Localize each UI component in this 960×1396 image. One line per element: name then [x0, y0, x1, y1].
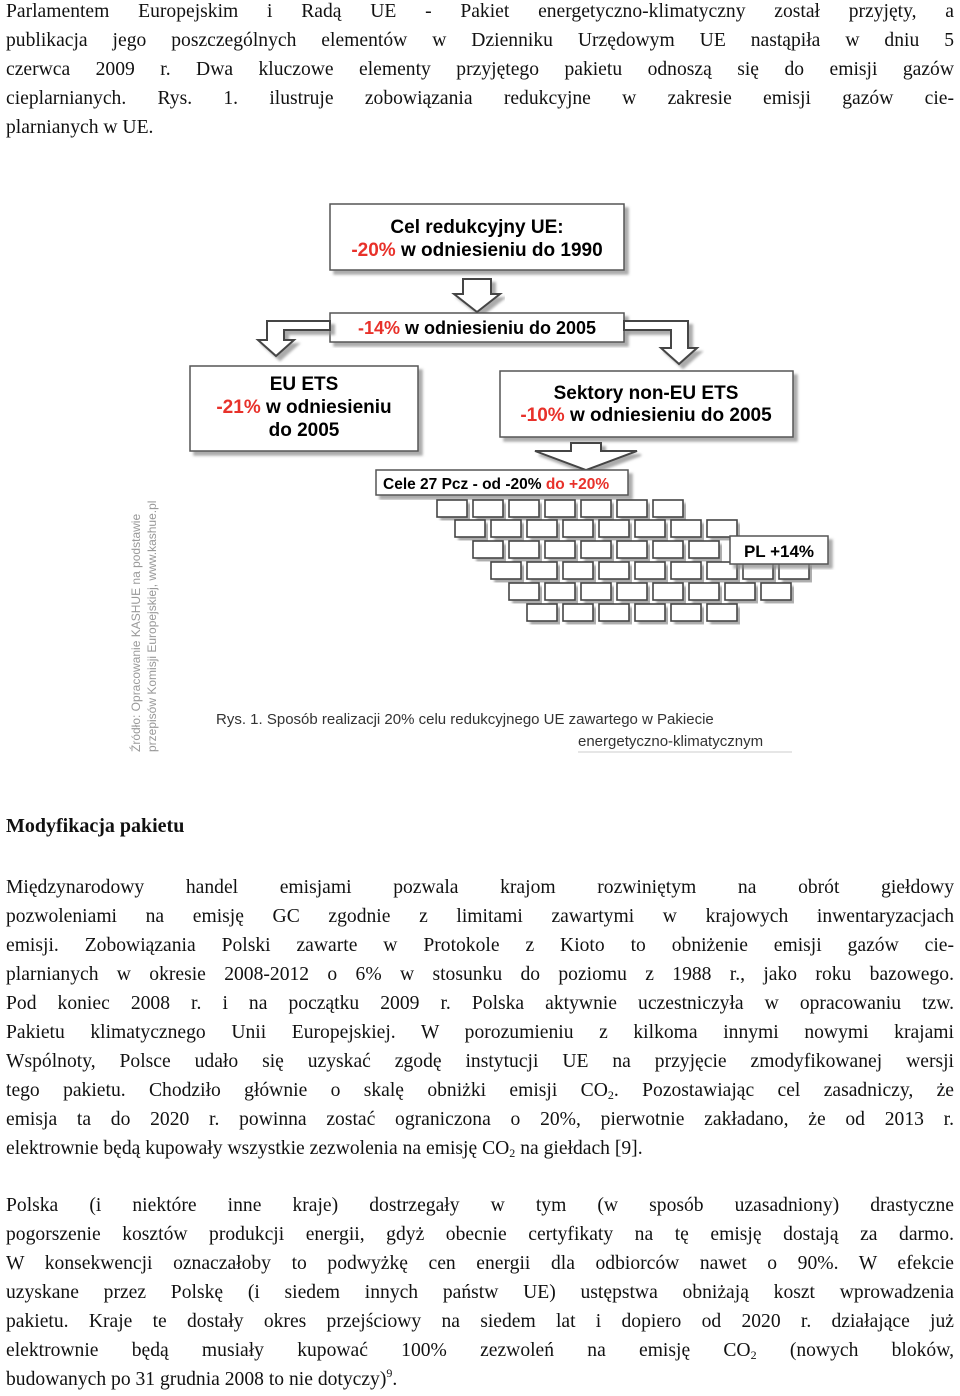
- source-note: [128, 501, 159, 752]
- figure-caption: [216, 711, 792, 752]
- member-states-box: [376, 470, 628, 495]
- text-line: elektrownie będą kupowały wszystkie zezwolenia na emisję $CO_2$ na giełdach [9].: [6, 1138, 643, 1160]
- member-state-box: [635, 562, 665, 579]
- text-line: budowanych po 31 grudnia 2008 to nie dotyczy)$^9$.: [6, 1366, 398, 1390]
- source-line-1: Źródło: Opracowanie KASHUE na podstawie: [129, 513, 143, 752]
- text-line: W konsekwencji oznaczałoby to podwyżkę cen energii dla odbiorców nawet o 90%. W efekcie: [6, 1253, 954, 1274]
- eu-ets-year: do 2005: [268, 420, 340, 441]
- member-state-box: [617, 541, 647, 558]
- text-line: czerwca 2009 r. Dwa kluczowe elementy przyjętego pakietu odnoszą się do emisji gazów: [6, 59, 954, 80]
- member-state-box: [545, 500, 575, 517]
- member-state-box: [671, 562, 701, 579]
- text-line: plarnianych w okresie 2008-2012 o 6% w stosunku do poziomu z 1988 r., jako roku bazowego.: [6, 964, 954, 985]
- member-state-box: [635, 604, 665, 621]
- body-paragraph: [6, 1191, 954, 1394]
- member-state-box: [689, 541, 719, 558]
- member-state-box: [671, 604, 701, 621]
- text-line: Parlamentem Europejskim i Radą UE - Pakiet energetyczno-klimatyczny został przyjęty, a: [6, 1, 954, 22]
- member-state-box: [689, 583, 719, 600]
- eu-2005-base: w odniesieniu do 2005: [399, 318, 597, 338]
- member-state-box: [491, 562, 521, 579]
- eu-ets-box: [190, 366, 418, 451]
- text-line: uzyskane przez Polskę (i siedem innych państw UE) ustępstwa obniżają koszt wprowadzenia: [6, 1282, 954, 1303]
- member-state-box: [671, 520, 701, 537]
- bent-arrow-left-icon: [258, 321, 330, 356]
- non-ets-percent: -10%: [520, 405, 565, 426]
- text-line: pogorszenie kosztów produkcji energii, gdyż obecnie certyfikaty na tę emisję dostają za darmo.: [6, 1224, 954, 1245]
- member-state-box: [617, 500, 647, 517]
- member-states-range: Cele 27 Pcz - od -20%: [383, 476, 546, 493]
- member-state-box: [509, 583, 539, 600]
- non-ets-base: w odniesieniu do 2005: [564, 405, 772, 426]
- svg-text:-10% w odniesieniu do 2005: [520, 405, 772, 426]
- member-state-box: [455, 520, 485, 537]
- eu-2005-box: [330, 313, 624, 342]
- text-line: emisji. Zobowiązania Polski zawarte w Protokole z Kioto to obniżenie emisji gazów cie-: [6, 935, 954, 956]
- text-line: publikacja jego poszczególnych elementów w Dzienniku Urzędowym UE nastąpiła w dniu 5: [6, 30, 954, 51]
- svg-text:-21% w odniesieniu: [216, 397, 391, 418]
- member-state-box: [563, 562, 593, 579]
- svg-text:-14% w odniesieniu do 2005: [358, 318, 596, 338]
- non-ets-box: [500, 371, 793, 437]
- member-state-box: [635, 520, 665, 537]
- member-state-box: [653, 583, 683, 600]
- member-state-box: [527, 520, 557, 537]
- caption-line-1: Rys. 1. Sposób realizacji 20% celu redukcyjnego UE zawartego w Pakiecie: [216, 711, 714, 728]
- text-line: pozwoleniami na emisję GC zgodnie z limitami zawartymi w krajowych inwentaryzacjach: [6, 906, 954, 927]
- member-state-box: [509, 500, 539, 517]
- svg-text:-20% w odniesieniu do 1990: [351, 240, 602, 261]
- member-state-box: [653, 500, 683, 517]
- section-heading: Modyfikacja pakietu: [6, 815, 185, 837]
- caption-line-2: energetyczno-klimatycznym: [578, 733, 764, 750]
- member-state-box: [653, 541, 683, 558]
- eu-ets-percent: -21%: [216, 397, 261, 418]
- text-line: Polska (i niektóre inne kraje) dostrzegały w tym (w sposób uzasadniony) drastyczne: [6, 1195, 954, 1216]
- text-line: Pakietu klimatycznego Unii Europejskiej. W porozumieniu z kilkoma innymi nowymi krajami: [6, 1022, 954, 1043]
- non-ets-title: Sektory non-EU ETS: [553, 383, 739, 404]
- member-state-box: [491, 520, 521, 537]
- member-state-box: [707, 520, 737, 537]
- member-state-box: [599, 604, 629, 621]
- member-state-box: [437, 500, 467, 517]
- member-state-box: [581, 583, 611, 600]
- text-line: tego pakietu. Chodziło głównie o skalę obniżki emisji $CO_2$. Pozostawiając cel zasadniczy, że: [6, 1080, 955, 1102]
- text-line: emisja ta do 2020 r. powinna zostać ograniczona o 20%, pierwotnie zakładano, że od 2013 r.: [6, 1109, 954, 1130]
- member-state-box: [725, 583, 755, 600]
- member-state-box: [761, 583, 791, 600]
- text-line: cieplarnianych. Rys. 1. ilustruje zobowiązania redukcyjne w zakresie emisji gazów cie-: [6, 88, 954, 109]
- eu-ets-base: w odniesieniu: [260, 397, 392, 418]
- text-line: plarnianych w UE.: [6, 117, 154, 138]
- member-state-box: [599, 562, 629, 579]
- source-line-2: przepisów Komisji Europejskiej, www.kashue.pl: [145, 500, 159, 752]
- member-state-box: [527, 562, 557, 579]
- member-state-box: [545, 583, 575, 600]
- member-state-box: [473, 541, 503, 558]
- down-arrow-icon: [535, 443, 637, 470]
- member-state-box: [581, 500, 611, 517]
- member-state-box: [581, 541, 611, 558]
- member-states-max: +20%: [564, 476, 610, 493]
- eu-ets-title: EU ETS: [269, 374, 339, 395]
- member-state-box: [545, 541, 575, 558]
- eu-target-title: Cel redukcyjny UE:: [390, 217, 564, 238]
- member-states-to: do: [545, 476, 565, 493]
- bent-arrow-right-icon: [624, 321, 697, 364]
- text-line: Wspólnoty, Polsce udało się uzyskać zgodę instytucji UE na przyjęcie zmodyfikowanej wersji: [6, 1051, 954, 1072]
- text-line: Międzynarodowy handel emisjami pozwala krajom rozwiniętym na obrót giełdowy: [6, 877, 954, 898]
- member-state-box: [509, 541, 539, 558]
- member-state-box: [707, 604, 737, 621]
- eu-target-base: w odniesieniu do 1990: [395, 240, 603, 261]
- eu-2005-percent: -14%: [357, 318, 400, 338]
- member-state-box: [617, 583, 647, 600]
- body-paragraph: [6, 873, 954, 1163]
- eu-target-percent: -20%: [351, 240, 396, 261]
- member-state-box: [527, 604, 557, 621]
- poland-target: PL +14%: [743, 542, 815, 561]
- svg-text:Cele 27 Pcz - od -20% do +20%: [383, 476, 609, 493]
- poland-box: [730, 536, 828, 564]
- member-state-box: [473, 500, 503, 517]
- member-state-box: [599, 520, 629, 537]
- member-state-box: [563, 520, 593, 537]
- eu-target-box: [330, 204, 624, 270]
- down-arrow-icon: [454, 279, 500, 312]
- text-line: pakietu. Kraje te dostały okres przejściowy na siedem lat i dopiero od 2020 r. działające już: [6, 1311, 954, 1332]
- text-line: elektrownie będą musiały kupować 100% zezwoleń na emisję $CO_2$ (nowych bloków,: [6, 1340, 955, 1362]
- member-state-box: [563, 604, 593, 621]
- text-line: Pod koniec 2008 r. i na początku 2009 r. Polska aktywnie uczestniczyła w opracowaniu tzw.: [6, 993, 954, 1014]
